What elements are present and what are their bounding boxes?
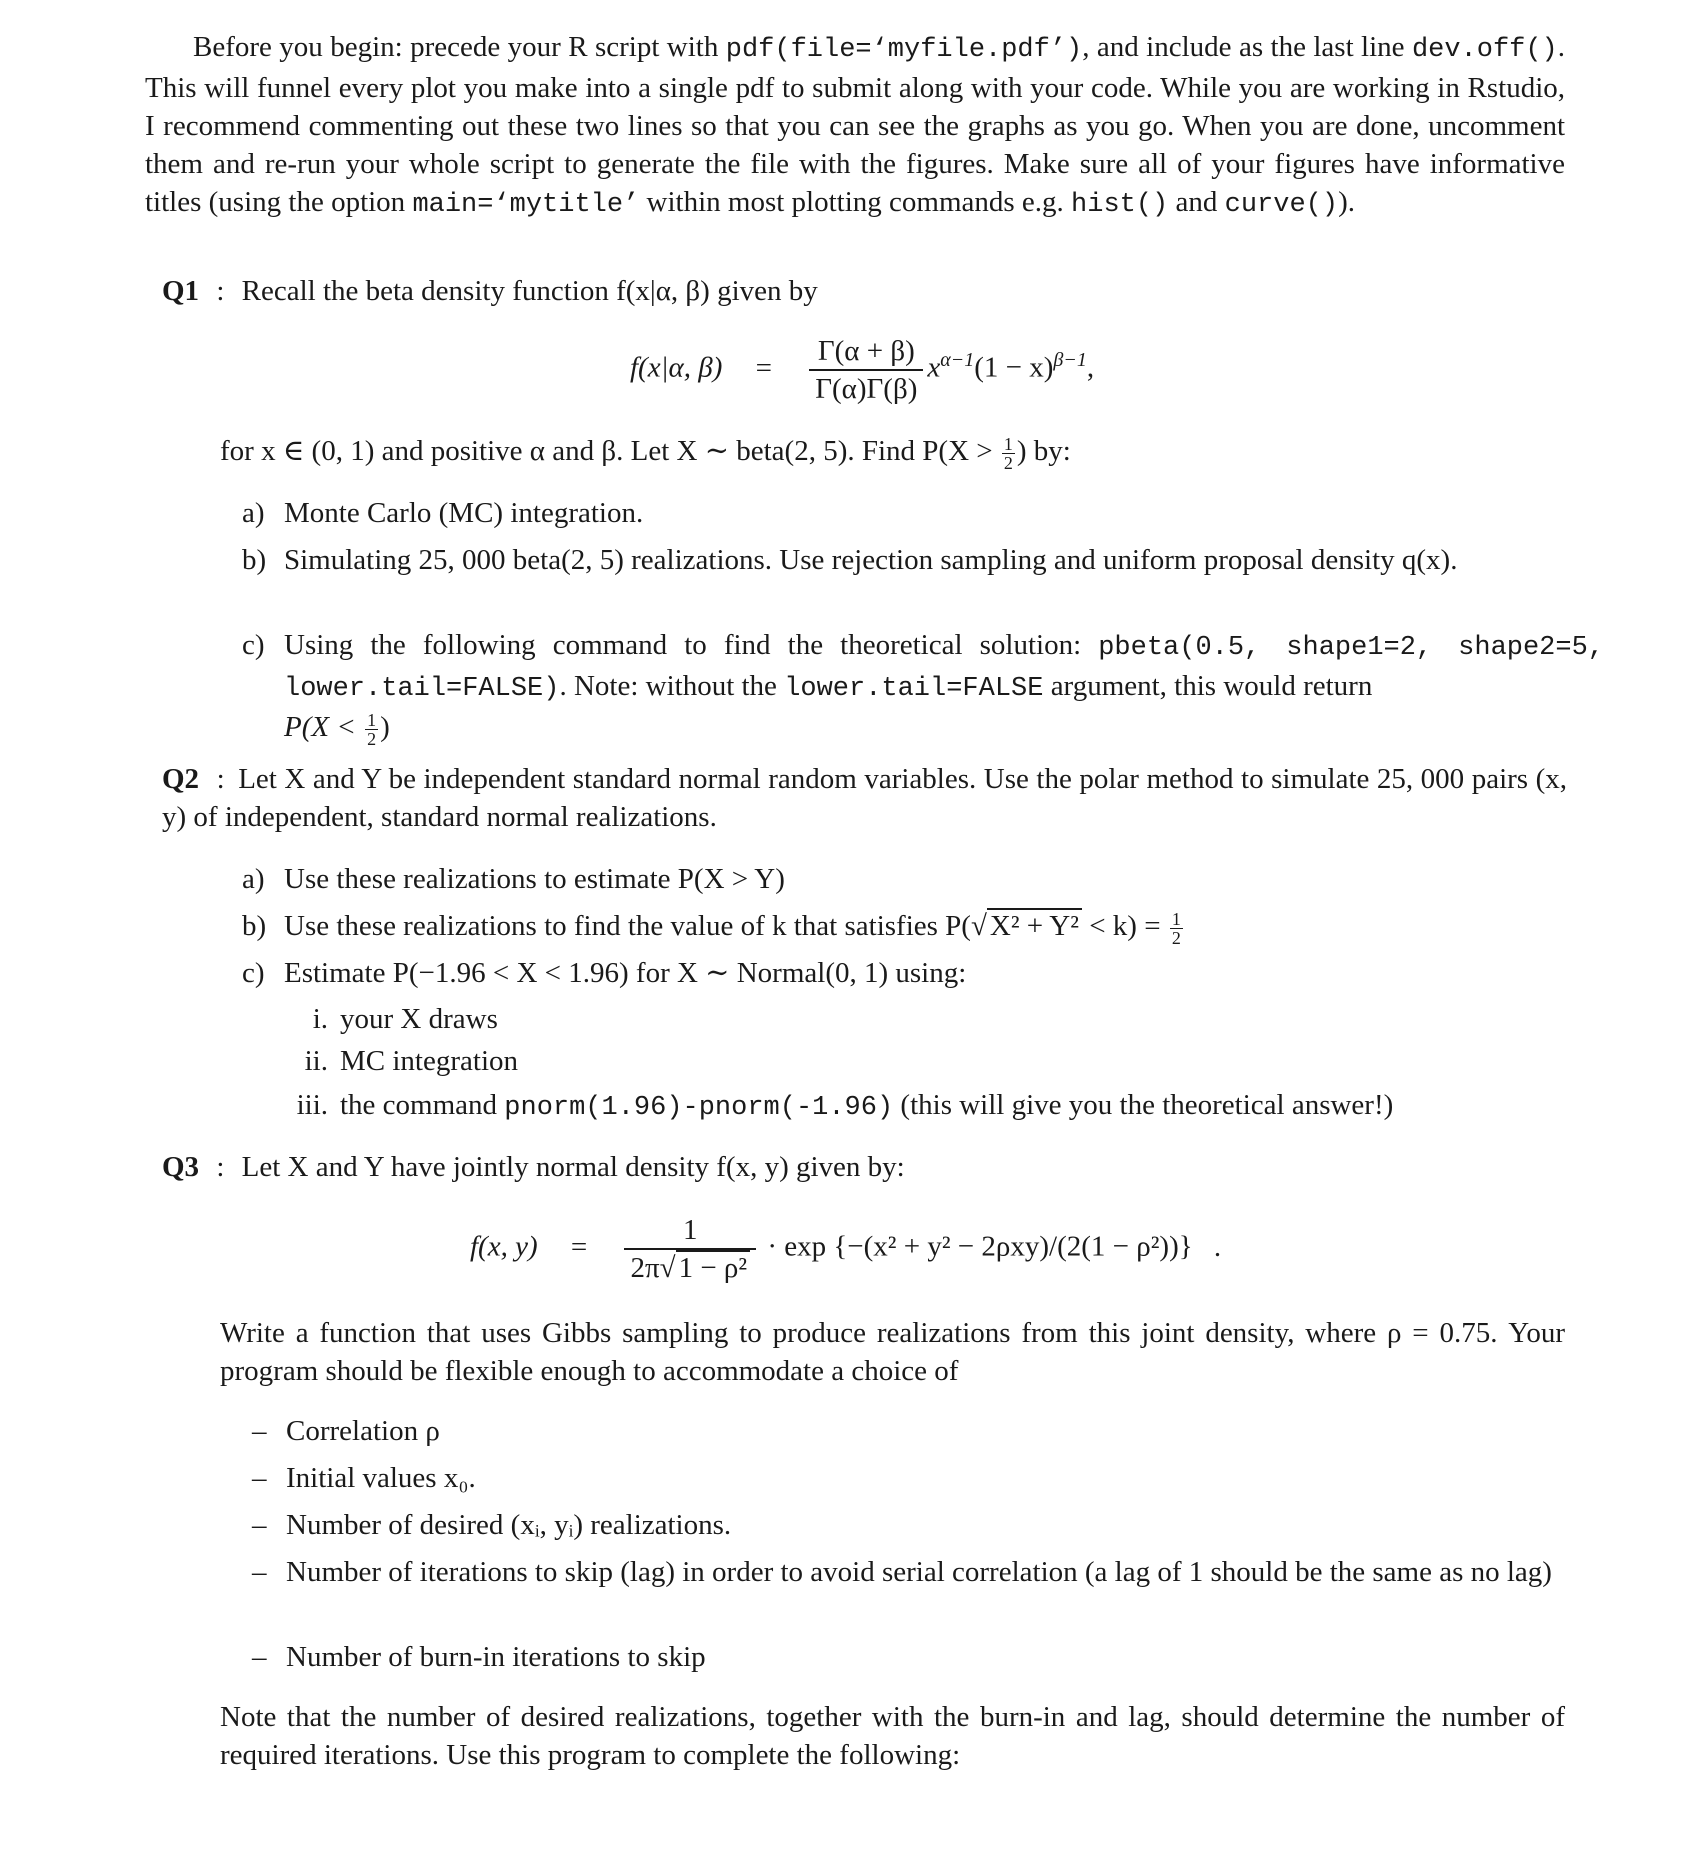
bullet-dash: –: [252, 1509, 267, 1541]
q1-cond-half: [1002, 435, 1015, 472]
eq3-numerator: 1: [624, 1212, 756, 1250]
q2-b-radicand: X² + Y²: [987, 908, 1082, 942]
eq1-numerator: Γ(α + β): [809, 333, 923, 371]
q2-subitem-iii-text: [340, 1086, 1660, 1127]
q2-subitem-i-text: your X draws: [340, 1003, 498, 1035]
q2-item-a-text: Use these realizations to estimate P(X > Y): [284, 863, 785, 895]
question-2-label: Q2: [162, 763, 200, 795]
q1-c-text-2: . Note: without the: [559, 670, 785, 702]
q1-item-a-label: a): [242, 497, 265, 529]
question-3-header: [162, 1148, 1567, 1186]
question-1-sep: :: [216, 275, 225, 307]
q3-bullet-text: Correlation ρ: [286, 1415, 440, 1447]
q2-iii-code-pnorm: pnorm(1.96)-pnorm(-1.96): [504, 1093, 894, 1123]
q2-iii-text-1: the command: [340, 1089, 505, 1121]
q1-cond-text-b: ) by:: [1016, 435, 1071, 467]
q3-bullet-text: Number of burn-in iterations to skip: [286, 1641, 706, 1673]
q1-item-a-text: Monte Carlo (MC) integration.: [284, 497, 644, 529]
question-3-label: Q3: [162, 1151, 200, 1183]
intro-paragraph: [145, 28, 1565, 224]
question-3-text: Let X and Y have jointly normal density f(x, y) given by:: [241, 1151, 905, 1183]
eq1-exponent-2: β−1: [1053, 349, 1087, 371]
intro-text-3: . This will funnel every plot you make into a single pdf to submit along with your code. While you are working in Rstudio, I recommend commenting out these two lines so that you can see the graphs as you go. When you are done, uncomment them and re-run your whole script to generate the file with the figures. Make sure all of your figures have informative titles (using the option: [145, 31, 1566, 218]
eq1-exponent-1: α−1: [940, 349, 975, 371]
eq3-fraction: [624, 1212, 756, 1286]
question-3-sep: :: [216, 1151, 225, 1183]
bullet-dash: –: [252, 1556, 267, 1588]
q2-iii-text-2: (this will give you the theoretical answer!): [893, 1089, 1394, 1121]
q2-item-b-label: b): [242, 910, 267, 942]
q1-c-code-pbeta: pbeta(0.5, shape1=2, shape2=5, lower.tail=FALSE): [284, 633, 1604, 704]
eq3-den-2pi: 2π: [630, 1252, 660, 1284]
eq3-denominator: 2π√ 1 − ρ²: [624, 1250, 756, 1286]
q1-item-b-text: Simulating 25, 000 beta(2, 5) realizations. Use rejection sampling and uniform proposal density q(x).: [284, 544, 1458, 576]
q1-item-c-label: c): [242, 629, 265, 661]
q2-item-b-text: [284, 907, 1604, 947]
q2-subitem-i-label: i.: [312, 1003, 328, 1035]
q2-subitem-iii-label: iii.: [296, 1089, 328, 1121]
q1-c-prob-end: ): [380, 711, 390, 743]
q3-paragraph-1: Write a function that uses Gibbs sampling to produce realizations from this joint density, where ρ = 0.75. Your program should be flexible enough to accommodate a choice of: [220, 1317, 1565, 1387]
q1-cond-half-den: 2: [1003, 452, 1013, 473]
eq1-mid: (1 − x): [974, 351, 1054, 384]
joint-normal-equation: [470, 1212, 1221, 1286]
eq1-end: ,: [1086, 351, 1095, 384]
q2-b-text-1: Use these realizations to find the value of k that satisfies P(√: [284, 910, 987, 942]
intro-text-2: , and include as the last line: [1082, 31, 1412, 63]
q2-subitem-ii-text: MC integration: [340, 1045, 519, 1077]
eq3-den-radicand: 1 − ρ²: [676, 1250, 751, 1284]
q2-item-c-text: Estimate P(−1.96 < X < 1.96) for X ∼ Normal(0, 1) using:: [284, 957, 967, 989]
q2-item-c-label: c): [242, 957, 265, 989]
question-2-sep: :: [216, 763, 225, 795]
eq3-lhs: f(x, y): [470, 1230, 538, 1263]
intro-text-6: ).: [1338, 186, 1355, 218]
question-1-header: [162, 272, 1567, 310]
q1-c-half-den: 2: [367, 728, 377, 749]
question-1-label: Q1: [162, 275, 200, 307]
eq3-equals: =: [570, 1230, 588, 1263]
q3-bullet-text: Number of iterations to skip (lag) in order to avoid serial correlation (a lag of 1 should be the same as no lag): [286, 1556, 1552, 1588]
eq1-equals: =: [755, 351, 772, 384]
intro-code-curve: curve(): [1224, 190, 1339, 220]
bullet-dash: –: [252, 1462, 267, 1494]
bullet-dash: –: [252, 1415, 267, 1447]
eq3-end: .: [1213, 1230, 1222, 1263]
q1-c-text-3: argument, this would return: [1043, 670, 1373, 702]
q2-b-half: [1170, 910, 1183, 947]
intro-text-4: within most plotting commands e.g.: [639, 186, 1072, 218]
q1-c-half: [365, 711, 378, 748]
question-2-text: Let X and Y be independent standard normal random variables. Use the polar method to simulate 25, 000 pairs (x, y) of independent, standard normal realizations.: [162, 763, 1568, 833]
intro-text-5: and: [1168, 186, 1225, 218]
q1-c-text-1: Using the following command to find the theoretical solution:: [284, 629, 1099, 661]
eq3-exp: · exp {−(x² + y² − 2ρxy)/(2(1 − ρ²))}: [767, 1230, 1193, 1263]
intro-code-hist: hist(): [1071, 190, 1169, 220]
q1-c-half-num: 1: [367, 709, 377, 730]
q1-cond-text-a: for x ∈ (0, 1) and positive α and β. Let X ∼ beta(2, 5). Find P(X >: [220, 435, 1000, 467]
intro-text-1: Before you begin: precede your R script with: [193, 31, 726, 63]
q3-bullet-text: Initial values x₀.: [286, 1462, 476, 1494]
intro-code-pdf: pdf(file=‘myfile.pdf’): [725, 35, 1083, 65]
q2-b-text-2: < k) =: [1081, 910, 1168, 942]
q1-cond-half-num: 1: [1003, 433, 1013, 454]
q2-b-half-num: 1: [1171, 908, 1181, 929]
q2-subitem-ii-label: ii.: [304, 1045, 328, 1077]
eq1-lhs: f(x|α, β): [630, 351, 723, 384]
question-1-text: Recall the beta density function f(x|α, β) given by: [241, 275, 818, 307]
q2-b-half-den: 2: [1171, 927, 1181, 948]
eq1-fraction: [809, 333, 923, 407]
intro-code-main: main=‘mytitle’: [412, 190, 640, 220]
q3-bullet-text: Number of desired (xᵢ, yᵢ) realizations.: [286, 1509, 732, 1541]
q1-item-b-label: b): [242, 544, 267, 576]
q3-paragraph-2: Note that the number of desired realizations, together with the burn-in and lag, should determine the number of required iterations. Use this program to complete the following:: [220, 1701, 1565, 1771]
q1-item-c-text: [284, 626, 1604, 748]
intro-code-devoff: dev.off(): [1411, 35, 1558, 65]
eq1-denominator: Γ(α)Γ(β): [815, 373, 918, 405]
eq1-x: x: [927, 351, 941, 384]
beta-density-equation: [630, 333, 1094, 407]
bullet-dash: –: [252, 1641, 267, 1673]
q1-c-prob: P(X <: [284, 711, 364, 743]
question-2-header: [162, 760, 1567, 836]
q2-item-a-label: a): [242, 863, 265, 895]
q1-condition: [220, 432, 1565, 472]
q1-c-code-lowertail: lower.tail=FALSE: [784, 674, 1044, 704]
